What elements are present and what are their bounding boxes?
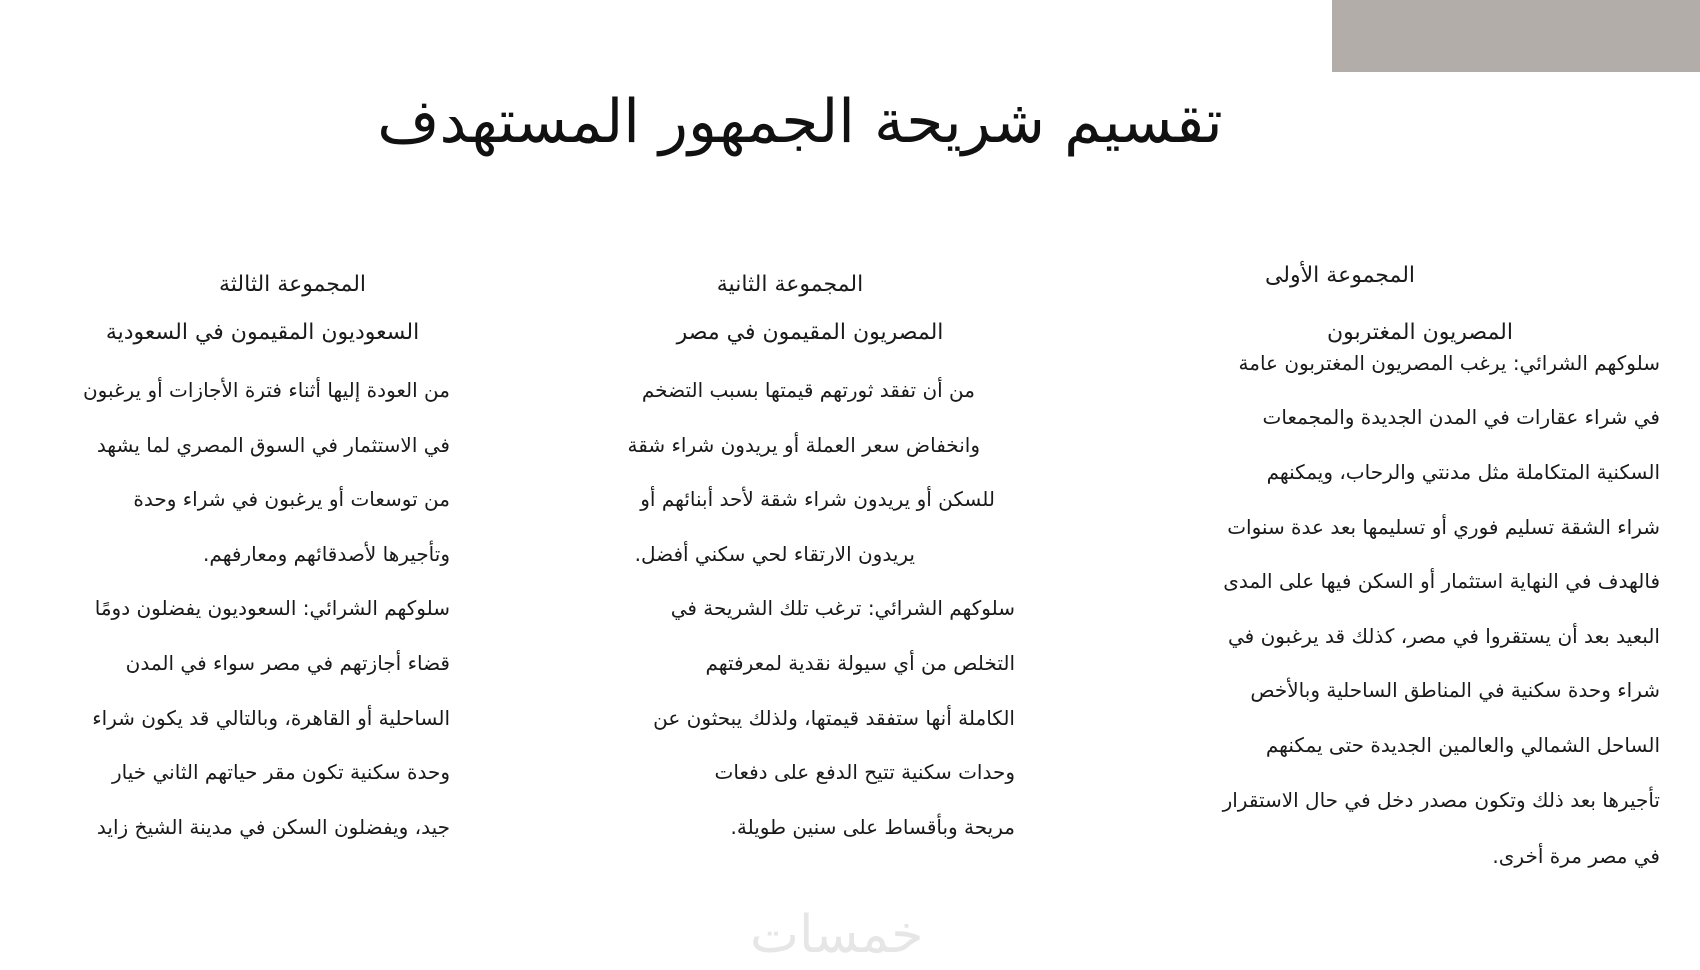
paragraph-line: وحدة سكنية تكون مقر حياتهم الثاني خيار xyxy=(112,760,450,784)
group-column-3 xyxy=(20,240,450,960)
paragraph-line: قضاء أجازتهم في مصر سواء في المدن xyxy=(125,651,450,675)
paragraph-line: من العودة إليها أثناء فترة الأجازات أو يرغبون xyxy=(82,378,450,402)
paragraph-line: من أن تفقد ثورتهم قيمتها بسبب التضخم xyxy=(641,378,975,402)
paragraph-line: في الاستثمار في السوق المصري لما يشهد xyxy=(96,433,450,457)
group-subheading: السعوديون المقيمون في السعودية xyxy=(105,320,420,345)
paragraph-line: وتأجيرها لأصدقائهم ومعارفهم. xyxy=(203,542,450,566)
corner-accent-block xyxy=(1332,0,1700,72)
paragraph-line: سلوكهم الشرائي: يرغب المصريون المغتربون عامة xyxy=(1238,351,1660,375)
paragraph-line: شراء الشقة تسليم فوري أو تسليمها بعد عدة سنوات xyxy=(1227,515,1660,539)
group-subheading: المصريون المقيمون في مصر xyxy=(676,320,944,345)
watermark-logo: خمسات xyxy=(750,905,924,965)
paragraph-line: مريحة وبأقساط على سنين طويلة. xyxy=(730,815,1015,839)
paragraph-line: سلوكهم الشرائي: ترغب تلك الشريحة في xyxy=(670,596,1015,620)
paragraph-line: للسكن أو يريدون شراء شقة لأحد أبنائهم أو xyxy=(640,487,995,511)
group-heading: المجموعة الأولى xyxy=(1264,263,1416,288)
paragraph-line: تأجيرها بعد ذلك وتكون مصدر دخل في حال الاستقرار xyxy=(1222,788,1660,812)
paragraph-line: وحدات سكنية تتيح الدفع على دفعات xyxy=(714,760,1015,784)
paragraph-line: سلوكهم الشرائي: السعوديون يفضلون دومًا xyxy=(94,596,450,620)
group-column-2 xyxy=(560,240,1015,960)
paragraph-line: من توسعات أو يرغبون في شراء وحدة xyxy=(133,487,450,511)
group-subheading: المصريون المغتربون xyxy=(1327,320,1513,345)
paragraph-line: الساحلية أو القاهرة، وبالتالي قد يكون شراء xyxy=(92,706,450,730)
paragraph-line: في شراء عقارات في المدن الجديدة والمجمعات xyxy=(1262,405,1660,429)
paragraph-line: الكاملة أنها ستفقد قيمتها، ولذلك يبحثون عن xyxy=(653,706,1015,730)
group-column-1 xyxy=(1145,240,1660,960)
paragraph-line: التخلص من أي سيولة نقدية لمعرفتهم xyxy=(705,651,1015,675)
slide-title: تقسيم شريحة الجمهور المستهدف xyxy=(377,87,1223,157)
paragraph-line: جيد، ويفضلون السكن في مدينة الشيخ زايد xyxy=(96,815,450,839)
paragraph-line: يريدون الارتقاء لحي سكني أفضل. xyxy=(634,542,915,566)
paragraph-line: شراء وحدة سكنية في المناطق الساحلية وبالأخص xyxy=(1250,678,1660,702)
paragraph-line: الساحل الشمالي والعالمين الجديدة حتى يمكنهم xyxy=(1265,733,1660,757)
paragraph-line: السكنية المتكاملة مثل مدنتي والرحاب، ويمكنهم xyxy=(1266,460,1660,484)
group-heading: المجموعة الثانية xyxy=(716,272,864,297)
paragraph-line: وانخفاض سعر العملة أو يريدون شراء شقة xyxy=(627,433,980,457)
group-heading: المجموعة الثالثة xyxy=(218,272,367,297)
paragraph-line: فالهدف في النهاية استثمار أو السكن فيها على المدى xyxy=(1223,569,1660,593)
paragraph-line: البعيد بعد أن يستقروا في مصر، كذلك قد يرغبون في xyxy=(1227,624,1660,648)
paragraph-line: في مصر مرة أخرى. xyxy=(1492,844,1660,868)
